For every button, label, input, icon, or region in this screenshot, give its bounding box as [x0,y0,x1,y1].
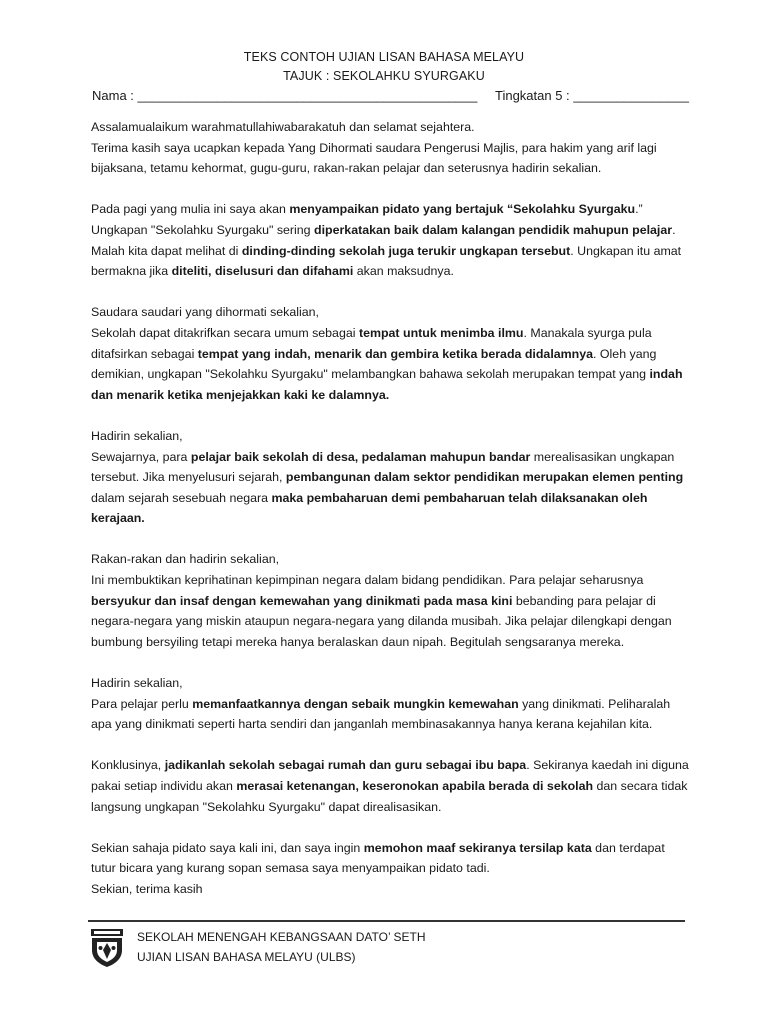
bold-phrase: merasai ketenangan, keseronokan apabila berada di sekolah [236,779,594,793]
text-run: . Manakala syurga pula ditafsirkan sebagai [91,325,652,361]
text-run: bebanding para pelajar di negara-negara yang miskin ataupun negara-negara yang dilanda musibah. Jika pelajar dilengkapi dengan bumbung bersyiling tetapi mereka hanya beralaskan daun nipah. Begitulah sengsaranya mereka. [91,593,672,649]
text-run: Sekolah dapat ditakrifkan secara umum sebagai [91,325,359,340]
bold-phrase: bersyukur dan insaf dengan kemewahan yang dinikmati pada masa kini [91,593,513,608]
bold-phrase: indah dan menarik ketika menjejakkan kaki ke dalamnya. [91,367,683,402]
bold-phrase: menyampaikan pidato yang bertajuk “Sekolahku Syurgaku [289,202,636,217]
footer-text [137,927,426,967]
text-run: Assalamualaikum warahmatullahiwabarakatuh dan selamat sejahtera. [91,120,475,134]
exam-name: UJIAN LISAN BAHASA MELAYU (ULBS) [137,950,356,964]
text-run: Malah kita dapat melihat di [91,243,242,258]
speech-paragraph [91,549,691,652]
text-run: Rakan-rakan dan hadirin sekalian, [91,552,280,567]
school-name: SEKOLAH MENENGAH KEBANGSAAN DATO’ SETH [137,930,426,944]
text-run: dan terdapat tutur bicara yang kurang sopan semasa saya menyampaikan pidato tadi. [91,840,665,876]
text-run: Saudara saudari yang dihormati sekalian, [91,305,319,320]
form-level-blank: ________________ [573,88,689,103]
bold-phrase: tempat yang indah, menarik dan gembira ketika berada didalamnya [197,346,594,361]
speech-paragraph [91,199,691,281]
text-run: merealisasikan ungkapan tersebut. Jika menyelusuri sejarah, [91,449,675,485]
text-run: Terima kasih saya ucapkan kepada Yang Dihormati saudara Pengerusi Majlis, para hakim yang arif lagi bijaksana, tetamu kehormat, gugu-guru, rakan-rakan pelajar dan seterusnya hadirin sekalian. [91,140,657,176]
bold-phrase: memanfaatkannya dengan sebaik mungkin kemewahan [192,696,519,711]
speech-paragraph [91,755,691,817]
school-crest-icon [88,928,126,968]
text-run: . [672,222,676,237]
text-run: Pada pagi yang mulia ini saya akan [91,202,290,217]
text-run: yang dinikmati. Peliharalah apa yang dinikmati seperti harta sendiri dan janganlah membinasakannya hanya kerana kejahilan kita. [91,696,671,732]
speech-paragraph [91,838,691,900]
text-run: .” [635,202,643,217]
speech-paragraph [91,302,691,405]
text-run: Sekian sahaja pidato saya kali ini, dan saya ingin [91,840,364,855]
speech-paragraph [91,117,691,179]
form-level-field [495,88,689,103]
text-run: . Oleh yang demikian, ungkapan "Sekolahku Syurgaku" melambangkan bahawa sekolah merupakan tempat yang [91,346,657,382]
text-run: . Sekiranya kaedah ini diguna pakai setiap individu akan [91,758,689,793]
name-field [92,88,477,103]
text-run: Ini membuktikan keprihatinan kepimpinan negara dalam bidang pendidikan. Para pelajar seharusnya [91,573,644,588]
text-run: Sekian, terima kasih [91,881,203,896]
speech-paragraph [91,673,691,735]
text-run: akan maksudnya. [353,264,454,279]
speech-paragraph [91,426,691,529]
document-subtitle: TAJUK : SEKOLAHKU SYURGAKU [283,69,485,83]
bold-phrase: memohon maaf sekiranya tersilap kata [363,840,592,855]
text-run: Konklusinya, [91,758,165,773]
bold-phrase: pelajar baik sekolah di desa, pedalaman mahupun bandar [190,449,531,464]
form-level-label: Tingkatan 5 : [495,88,570,103]
text-run: Sewajarnya, para [91,449,191,464]
name-blank: _______________________________________________ [137,88,478,103]
bold-phrase: maka pembaharuan demi pembaharuan telah dilaksanakan oleh kerajaan. [91,490,648,526]
text-run: Ungkapan "Sekolahku Syurgaku" sering [91,222,315,237]
text-run: . Ungkapan itu amat bermakna jika [91,243,682,279]
footer-divider [88,920,685,922]
text-run: Hadirin sekalian, [91,676,183,691]
bold-phrase: diperkatakan baik dalam kalangan pendidik mahupun pelajar [314,222,673,237]
document-title: TEKS CONTOH UJIAN LISAN BAHASA MELAYU [243,50,525,64]
bold-phrase: pembangunan dalam sektor pendidikan merupakan elemen penting [285,470,684,485]
text-run: Para pelajar perlu [91,696,193,711]
text-run: dan secara tidak langsung ungkapan "Sekolahku Syurgaku" dapat direalisasikan. [91,779,688,814]
text-run: dalam sejarah sesebuah negara [91,490,272,505]
bold-phrase: jadikanlah sekolah sebagai rumah dan guru sebagai ibu bapa [164,758,527,773]
bold-phrase: tempat untuk menimba ilmu [358,325,524,340]
name-label: Nama : [92,88,134,103]
bold-phrase: dinding-dinding sekolah juga terukir ungkapan tersebut [241,243,571,258]
text-run: Hadirin sekalian, [91,428,183,443]
bold-phrase: diteliti, diselusuri dan difahami [171,264,354,279]
speech-body [91,117,691,920]
